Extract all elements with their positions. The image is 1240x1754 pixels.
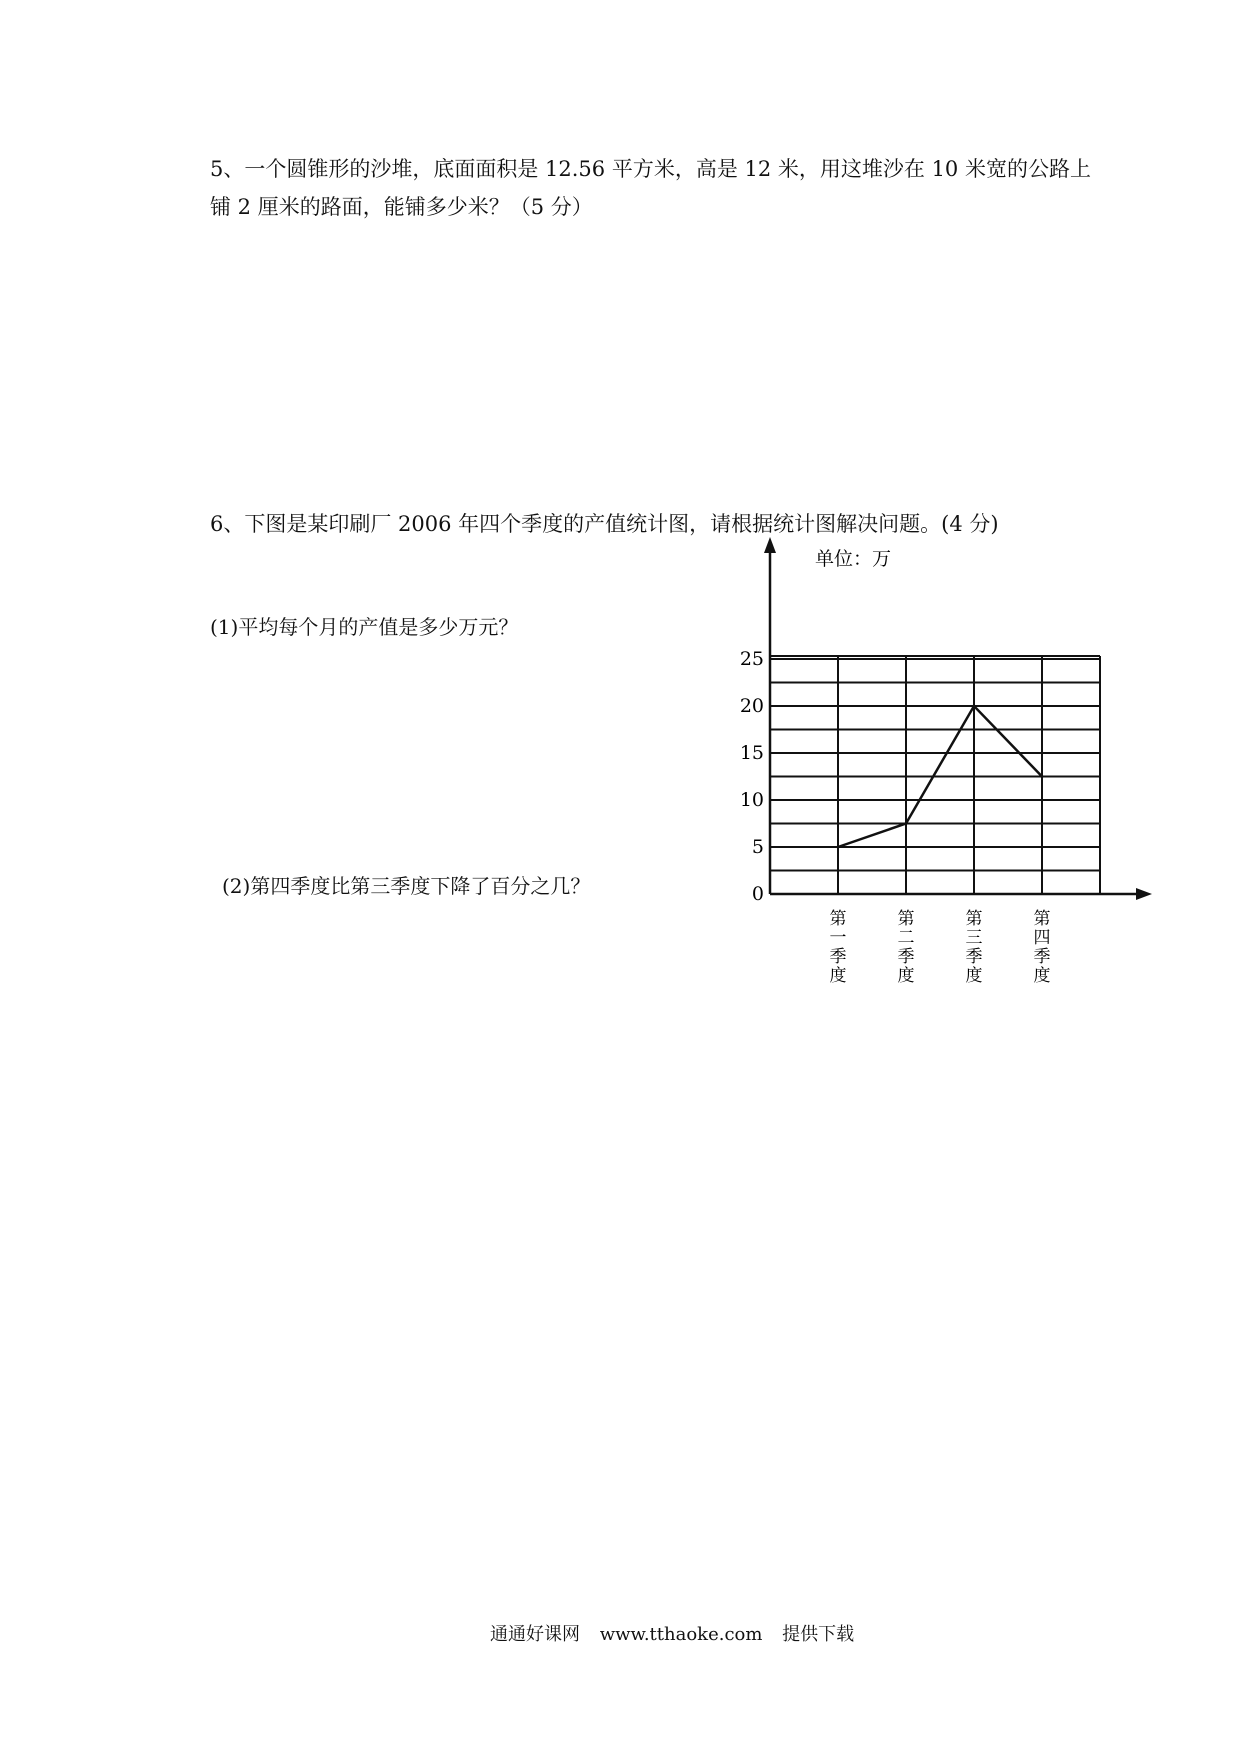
x-tick-label-char: 二 xyxy=(897,928,915,948)
y-tick-label: 15 xyxy=(740,742,764,764)
x-tick-label-char: 第 xyxy=(829,909,847,929)
question-5-line2: 铺 2 厘米的路面，能铺多少米？（5 分） xyxy=(210,195,593,219)
chart-unit-label: 单位：万 xyxy=(815,548,892,570)
question-5 xyxy=(210,150,1110,226)
y-tick-label: 0 xyxy=(751,883,764,905)
x-tick-label-char: 第 xyxy=(1033,909,1051,929)
x-tick-label-char: 度 xyxy=(897,966,915,985)
footer xyxy=(490,1620,868,1646)
x-axis-arrow xyxy=(1136,888,1152,900)
x-tick-label-char: 度 xyxy=(965,966,983,985)
data-point xyxy=(837,846,840,849)
question-6-sub2: (2)第四季度比第三季度下降了百分之几？ xyxy=(222,874,591,898)
question-6-title: 6、下图是某印刷厂 2006 年四个季度的产值统计图，请根据统计图解决问题。(4 分) xyxy=(210,512,999,536)
line-chart xyxy=(740,535,1160,985)
x-tick-label-char: 四 xyxy=(1033,928,1051,948)
y-tick-label: 20 xyxy=(740,695,764,717)
x-tick-label-char: 季 xyxy=(965,947,983,967)
footer-note: 提供下载 xyxy=(782,1624,855,1645)
question-5-line1: 5、一个圆锥形的沙堆，底面面积是 12.56 平方米，高是 12 米，用这堆沙在 10 米宽的公路上 xyxy=(210,157,1091,181)
y-tick-label: 5 xyxy=(751,836,764,858)
chart-axes xyxy=(764,537,1152,900)
footer-site-name: 通通好课网 xyxy=(490,1624,580,1645)
data-point xyxy=(905,822,908,825)
x-tick-label-char: 度 xyxy=(829,966,847,985)
y-tick-label: 25 xyxy=(740,648,764,670)
x-tick-label-char: 季 xyxy=(1033,947,1051,967)
data-point xyxy=(1041,775,1044,778)
x-tick-label-char: 度 xyxy=(1033,966,1051,985)
question-6-sub1: (1)平均每个月的产值是多少万元？ xyxy=(210,615,519,639)
data-point xyxy=(973,705,976,708)
y-axis-arrow xyxy=(764,537,776,553)
x-tick-label-char: 三 xyxy=(965,928,983,948)
x-tick-label-char: 第 xyxy=(897,909,915,929)
x-tick-label-char: 季 xyxy=(897,947,915,967)
y-tick-label: 10 xyxy=(740,789,764,811)
x-tick-label-char: 季 xyxy=(829,947,847,967)
footer-url[interactable]: www.tthaoke.com xyxy=(599,1624,763,1645)
x-tick-label-char: 第 xyxy=(965,909,983,929)
x-tick-label-char: 一 xyxy=(829,928,847,948)
chart-labels xyxy=(740,648,1051,985)
